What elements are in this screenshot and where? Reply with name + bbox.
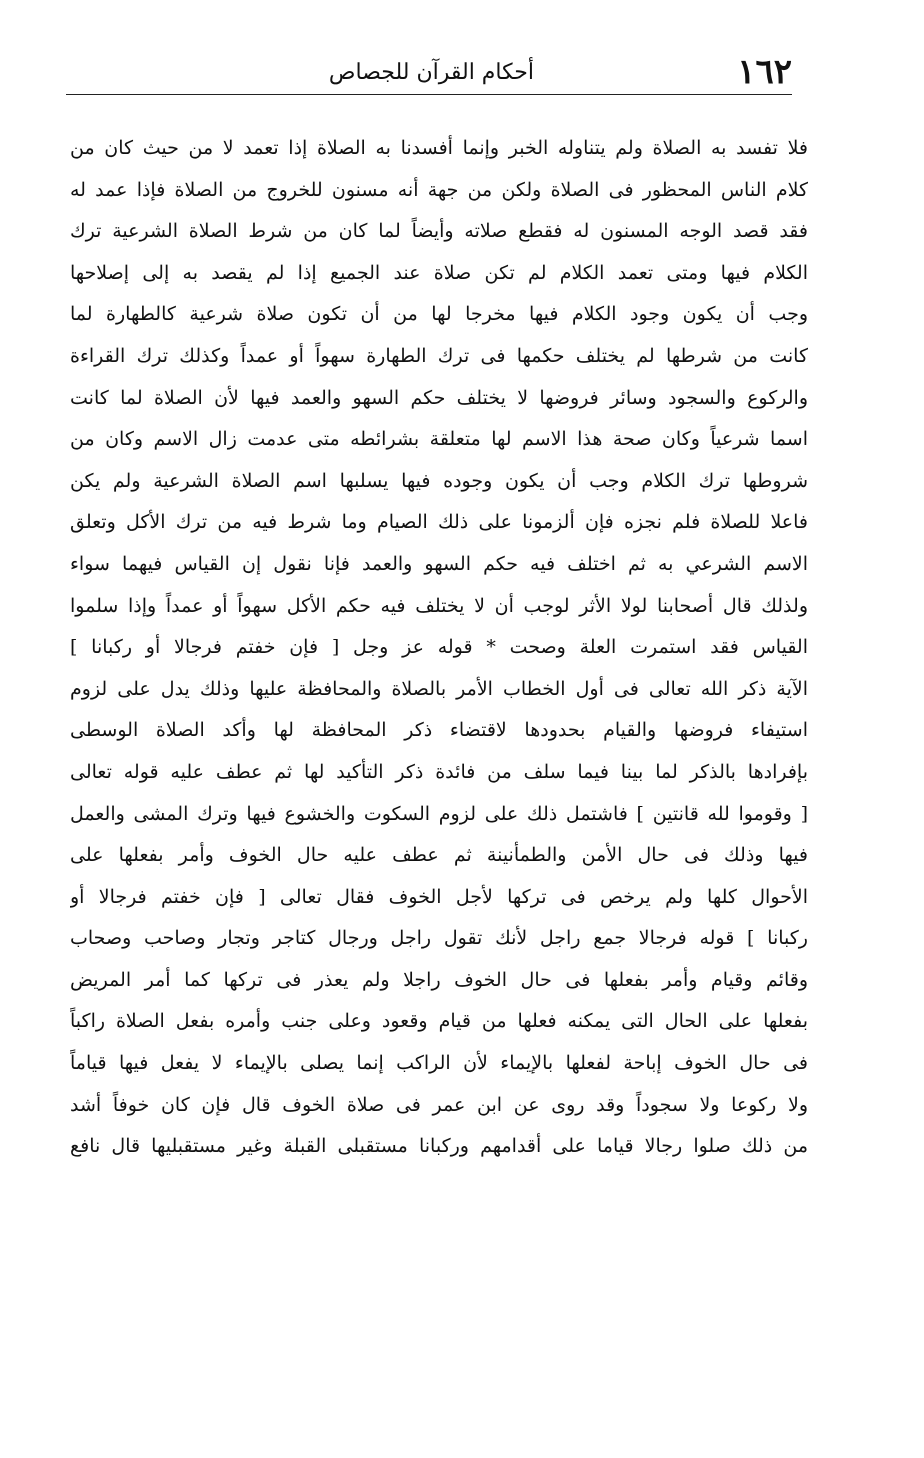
text-line: الاسم الشرعي به ثم اختلف فيه حكم السهو والعمد فإنا نقول إن القياس فيهما سواء <box>70 552 808 575</box>
header-divider <box>66 94 792 95</box>
body-text <box>70 128 808 1168</box>
text-line: فاعلا للصلاة فلم نجزه فإن ألزمونا على ذلك الصيام وما شرط فيه من ترك الأكل وتعلق <box>70 511 808 534</box>
page-header <box>66 50 792 90</box>
text-line: ولذلك قال أصحابنا لولا الأثر لوجب أن لا يختلف فيه حكم الأكل سهواً أو عمداً وإذا سلموا <box>70 594 808 617</box>
text-line: كلام الناس المحظور فى الصلاة ولكن من جهة أنه مسنون للخروج من الصلاة فإذا عمد له <box>70 178 808 201</box>
text-line: كانت من شرطها لم يختلف حكمها فى ترك الطهارة سهواً أو عمداً وكذلك ترك القراءة <box>70 344 808 367</box>
text-line: بفعلها على الحال التى يمكنه فعلها من قيام وقعود وعلى جنب وأمره بفعل الصلاة راكباً <box>70 1010 808 1033</box>
text-line: ولا ركوعا ولا سجوداً وقد روى عن ابن عمر فى صلاة الخوف قال فإن كان خوفاً أشد <box>70 1093 808 1116</box>
text-line: الآية ذكر الله تعالى فى أول الخطاب الأمر بالصلاة والمحافظة عليها وذلك يدل على لزوم <box>70 677 808 700</box>
text-line: وقائم وقيام وأمر بفعلها فى حال الخوف راجلا ولم يعذر فى تركها كما أمر المريض <box>70 968 808 991</box>
text-line: فقد قصد الوجه المسنون له فقطع صلاته وأيضاً لما كان من شرط الصلاة الشرعية ترك <box>70 220 808 243</box>
text-line: من ذلك صلوا رجالا قياما على أقدامهم وركبانا مستقبلى القبلة وغير مستقبليها قال نافع <box>70 1135 808 1158</box>
text-line: فى حال الخوف إباحة لفعلها بالإيماء لأن الراكب إنما يصلى بالإيماء لا يفعل فيها قياماً <box>70 1052 808 1075</box>
text-line: اسما شرعياً وكان صحة هذا الاسم لها متعلقة بشرائطه متى عدمت زال الاسم وكان من <box>70 428 808 451</box>
text-line: وجب أن يكون وجود الكلام فيها مخرجا لها من أن تكون صلاة شرعية كالطهارة لما <box>70 303 808 326</box>
text-line: القياس فقد استمرت العلة وصحت * قوله عز وجل [ فإن خفتم فرجالا أو ركبانا ] <box>70 636 808 659</box>
text-line: بإفرادها بالذكر لما بينا فيما سلف من فائدة ذكر التأكيد لها ثم عطف عليه قوله تعالى <box>70 760 808 783</box>
text-line: [ وقوموا لله قانتين ] فاشتمل ذلك على لزوم السكوت والخشوع فيها وترك المشى والعمل <box>70 802 808 825</box>
text-line: شروطها ترك الكلام وجب أن يكون وجوده فيها يسلبها اسم الصلاة الشرعية ولم يكن <box>70 469 808 492</box>
page-number: ١٦٢ <box>737 52 792 92</box>
text-line: الأحوال كلها ولم يرخص فى تركها لأجل الخوف فقال تعالى [ فإن خفتم فرجالا أو <box>70 885 808 908</box>
text-line: والركوع والسجود وسائر فروضها لا يختلف حكم السهو والعمد فيها لأن الصلاة لما كانت <box>70 386 808 409</box>
text-line: استيفاء فروضها والقيام بحدودها لاقتضاء ذكر المحافظة لها وأكد الصلاة الوسطى <box>70 719 808 742</box>
text-line: فيها وذلك فى حال الأمن والطمأنينة ثم عطف عليه حال الخوف وأمر بفعلها على <box>70 844 808 867</box>
text-line: فلا تفسد به الصلاة ولم يتناوله الخبر وإنما أفسدنا به الصلاة إذا تعمد لا من حيث كان من <box>70 137 808 159</box>
text-line: الكلام فيها ومتى تعمد الكلام لم تكن صلاة عند الجميع إذا لم يقصد به إلى إصلاحها <box>70 261 808 284</box>
text-line: ركبانا ] قوله فرجالا جمع راجل لأنك تقول راجل ورجال كتاجر وتجار وصاحب وصحاب <box>70 927 808 950</box>
running-title: أحكام القرآن للجصاص <box>328 60 534 85</box>
